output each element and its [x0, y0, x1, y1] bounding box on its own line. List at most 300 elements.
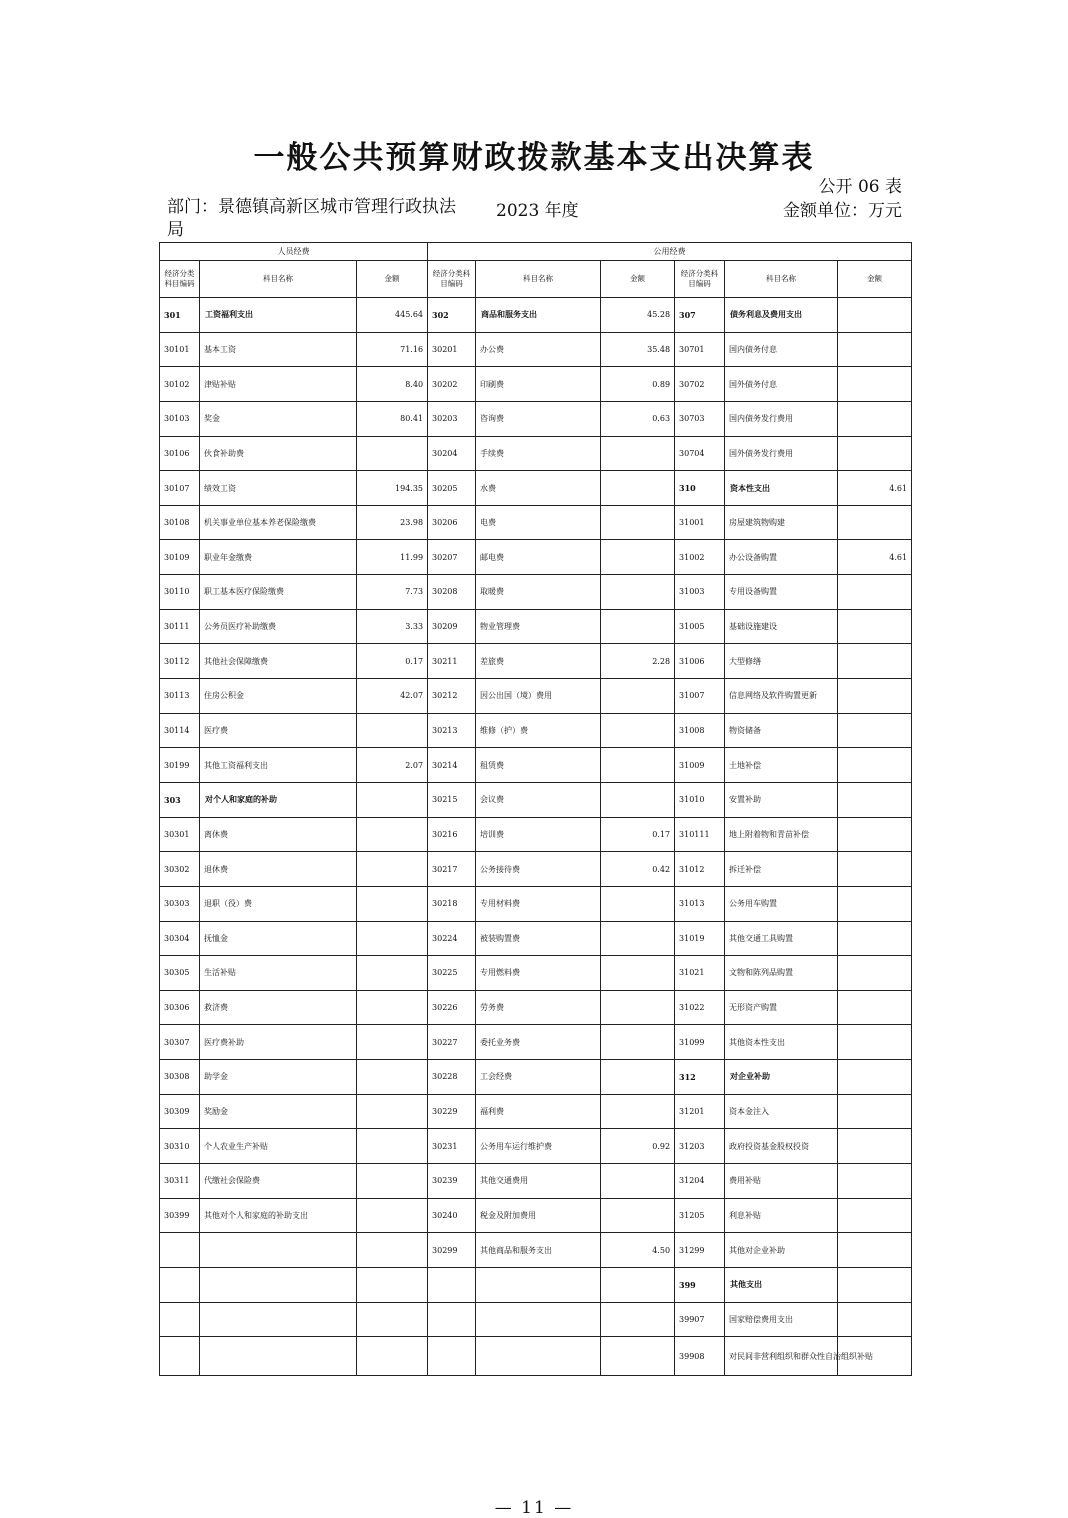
expenditure-table — [159, 242, 912, 1376]
amount-cell — [357, 817, 428, 852]
code-cell: 30206 — [428, 505, 476, 540]
code-cell: 30308 — [160, 1060, 200, 1095]
code-cell: 399 — [675, 1267, 725, 1302]
header-name: 科目名称 — [725, 261, 838, 298]
name-cell: 其他社会保障缴费 — [200, 644, 357, 679]
name-cell: 取暖费 — [476, 575, 601, 610]
amount-cell — [838, 1198, 912, 1233]
amount-cell — [357, 921, 428, 956]
code-cell: 30703 — [675, 401, 725, 436]
table-row — [160, 817, 912, 852]
amount-cell — [357, 1129, 428, 1164]
name-cell: 水费 — [476, 471, 601, 506]
name-cell: 个人农业生产补贴 — [200, 1129, 357, 1164]
amount-cell: 2.07 — [357, 748, 428, 783]
header-code: 经济分类科目编码 — [428, 261, 476, 298]
amount-cell — [601, 679, 675, 714]
amount-cell — [357, 852, 428, 887]
amount-cell: 194.35 — [357, 471, 428, 506]
name-cell: 退职（役）费 — [200, 886, 357, 921]
name-cell: 医疗费 — [200, 713, 357, 748]
name-cell: 无形资产购置 — [725, 990, 838, 1025]
code-cell — [160, 1233, 200, 1268]
name-cell: 电费 — [476, 505, 601, 540]
code-cell: 30310 — [160, 1129, 200, 1164]
code-cell: 30224 — [428, 921, 476, 956]
name-cell: 差旅费 — [476, 644, 601, 679]
code-cell: 30109 — [160, 540, 200, 575]
amount-cell — [357, 1164, 428, 1199]
name-cell: 助学金 — [200, 1060, 357, 1095]
name-cell: 职业年金缴费 — [200, 540, 357, 575]
code-cell: 310111 — [675, 817, 725, 852]
code-cell: 31003 — [675, 575, 725, 610]
name-cell: 资本金注入 — [725, 1094, 838, 1129]
table-row — [160, 1302, 912, 1337]
amount-cell — [838, 1129, 912, 1164]
table-row — [160, 886, 912, 921]
name-cell — [200, 1302, 357, 1337]
code-cell: 30228 — [428, 1060, 476, 1095]
name-cell: 拆迁补偿 — [725, 852, 838, 887]
code-cell: 301 — [160, 298, 200, 333]
table-row — [160, 540, 912, 575]
header-code: 经济分类科目编码 — [675, 261, 725, 298]
amount-cell — [838, 1094, 912, 1129]
code-cell: 30103 — [160, 401, 200, 436]
name-cell: 商品和服务支出 — [476, 298, 601, 333]
name-cell: 生活补贴 — [200, 956, 357, 991]
table-row — [160, 436, 912, 471]
code-cell: 30101 — [160, 332, 200, 367]
header-amount: 金额 — [601, 261, 675, 298]
code-cell — [428, 1267, 476, 1302]
code-cell: 30227 — [428, 1025, 476, 1060]
table-row — [160, 644, 912, 679]
code-cell: 30701 — [675, 332, 725, 367]
header-name: 科目名称 — [200, 261, 357, 298]
name-cell: 税金及附加费用 — [476, 1198, 601, 1233]
amount-cell — [601, 886, 675, 921]
amount-cell — [838, 748, 912, 783]
name-cell: 公务用车购置 — [725, 886, 838, 921]
code-cell: 302 — [428, 298, 476, 333]
name-cell: 机关事业单位基本养老保险缴费 — [200, 505, 357, 540]
name-cell: 绩效工资 — [200, 471, 357, 506]
code-cell: 30207 — [428, 540, 476, 575]
code-cell: 31006 — [675, 644, 725, 679]
name-cell: 奖励金 — [200, 1094, 357, 1129]
code-cell: 303 — [160, 782, 200, 817]
name-cell: 国外债务发行费用 — [725, 436, 838, 471]
code-cell: 30110 — [160, 575, 200, 610]
name-cell: 会议费 — [476, 782, 601, 817]
code-cell: 30299 — [428, 1233, 476, 1268]
name-cell: 信息网络及软件购置更新 — [725, 679, 838, 714]
name-cell: 租赁费 — [476, 748, 601, 783]
table-row — [160, 921, 912, 956]
name-cell: 劳务费 — [476, 990, 601, 1025]
amount-cell — [601, 540, 675, 575]
table-row — [160, 298, 912, 333]
amount-cell — [601, 1198, 675, 1233]
name-cell: 安置补助 — [725, 782, 838, 817]
amount-cell — [838, 1267, 912, 1302]
amount-cell — [357, 886, 428, 921]
table-row — [160, 782, 912, 817]
name-cell: 津贴补贴 — [200, 367, 357, 402]
code-cell: 30301 — [160, 817, 200, 852]
name-cell: 公务接待费 — [476, 852, 601, 887]
code-cell: 31201 — [675, 1094, 725, 1129]
page-number: — 11 — — [494, 1498, 574, 1518]
amount-cell: 4.50 — [601, 1233, 675, 1268]
amount-cell: 4.61 — [838, 471, 912, 506]
code-cell: 30303 — [160, 886, 200, 921]
code-cell: 30202 — [428, 367, 476, 402]
code-cell: 30204 — [428, 436, 476, 471]
name-cell: 邮电费 — [476, 540, 601, 575]
name-cell — [200, 1233, 357, 1268]
code-cell: 30704 — [675, 436, 725, 471]
name-cell: 委托业务费 — [476, 1025, 601, 1060]
amount-cell: 7.73 — [357, 575, 428, 610]
amount-cell — [601, 782, 675, 817]
code-cell: 31009 — [675, 748, 725, 783]
code-cell: 30217 — [428, 852, 476, 887]
name-cell: 职工基本医疗保险缴费 — [200, 575, 357, 610]
code-cell: 39907 — [675, 1302, 725, 1337]
code-cell: 307 — [675, 298, 725, 333]
fiscal-year: 2023 年度 — [496, 201, 579, 221]
name-cell: 福利费 — [476, 1094, 601, 1129]
code-cell: 31021 — [675, 956, 725, 991]
code-cell: 30111 — [160, 609, 200, 644]
name-cell: 印刷费 — [476, 367, 601, 402]
amount-cell — [357, 1302, 428, 1337]
name-cell: 基本工资 — [200, 332, 357, 367]
amount-cell — [357, 436, 428, 471]
code-cell: 30213 — [428, 713, 476, 748]
amount-unit: 金额单位：万元 — [783, 201, 902, 221]
name-cell: 对个人和家庭的补助 — [200, 782, 357, 817]
code-cell: 31001 — [675, 505, 725, 540]
table-row — [160, 575, 912, 610]
code-cell: 30311 — [160, 1164, 200, 1199]
amount-cell — [601, 436, 675, 471]
table-row — [160, 679, 912, 714]
table-row — [160, 1129, 912, 1164]
table-row — [160, 1198, 912, 1233]
name-cell: 办公设备购置 — [725, 540, 838, 575]
code-cell: 30112 — [160, 644, 200, 679]
amount-cell — [357, 713, 428, 748]
code-cell: 30226 — [428, 990, 476, 1025]
header-code: 经济分类科目编码 — [160, 261, 200, 298]
amount-cell: 3.33 — [357, 609, 428, 644]
code-cell: 30205 — [428, 471, 476, 506]
code-cell: 30214 — [428, 748, 476, 783]
amount-cell — [838, 782, 912, 817]
amount-cell: 0.42 — [601, 852, 675, 887]
name-cell: 其他支出 — [725, 1267, 838, 1302]
page-title: 一般公共预算财政拨款基本支出决算表 — [253, 140, 815, 176]
amount-cell — [357, 1025, 428, 1060]
name-cell: 资本性支出 — [725, 471, 838, 506]
name-cell — [476, 1267, 601, 1302]
amount-cell — [838, 679, 912, 714]
name-cell: 专用材料费 — [476, 886, 601, 921]
amount-cell: 0.17 — [357, 644, 428, 679]
code-cell: 31204 — [675, 1164, 725, 1199]
amount-cell: 0.63 — [601, 401, 675, 436]
code-cell: 30302 — [160, 852, 200, 887]
amount-cell: 45.28 — [601, 298, 675, 333]
name-cell: 大型修缮 — [725, 644, 838, 679]
table-row — [160, 609, 912, 644]
name-cell: 国内债务付息 — [725, 332, 838, 367]
name-cell: 因公出国（境）费用 — [476, 679, 601, 714]
code-cell: 31005 — [675, 609, 725, 644]
amount-cell — [601, 1094, 675, 1129]
header-amount: 金额 — [838, 261, 912, 298]
code-cell: 30306 — [160, 990, 200, 1025]
amount-cell — [838, 1060, 912, 1095]
table-row — [160, 1233, 912, 1268]
name-cell: 国家赔偿费用支出 — [725, 1302, 838, 1337]
amount-cell — [601, 1164, 675, 1199]
amount-cell — [838, 1164, 912, 1199]
code-cell: 30114 — [160, 713, 200, 748]
amount-cell — [838, 921, 912, 956]
name-cell: 债务利息及费用支出 — [725, 298, 838, 333]
code-cell: 312 — [675, 1060, 725, 1095]
code-cell: 31022 — [675, 990, 725, 1025]
name-cell: 基础设施建设 — [725, 609, 838, 644]
code-cell: 31010 — [675, 782, 725, 817]
code-cell: 31008 — [675, 713, 725, 748]
table-row — [160, 852, 912, 887]
name-cell: 对企业补助 — [725, 1060, 838, 1095]
code-cell: 30309 — [160, 1094, 200, 1129]
table-row — [160, 1337, 912, 1376]
name-cell: 咨询费 — [476, 401, 601, 436]
table-row — [160, 505, 912, 540]
code-cell: 31012 — [675, 852, 725, 887]
code-cell — [428, 1302, 476, 1337]
amount-cell — [357, 1337, 428, 1376]
amount-cell: 35.48 — [601, 332, 675, 367]
amount-cell — [601, 1302, 675, 1337]
amount-cell — [838, 990, 912, 1025]
amount-cell — [601, 748, 675, 783]
name-cell: 利息补贴 — [725, 1198, 838, 1233]
table-body — [160, 298, 912, 1376]
name-cell: 土地补偿 — [725, 748, 838, 783]
code-cell: 30229 — [428, 1094, 476, 1129]
table-row — [160, 471, 912, 506]
amount-cell — [838, 298, 912, 333]
name-cell: 抚恤金 — [200, 921, 357, 956]
name-cell: 专用设备购置 — [725, 575, 838, 610]
amount-cell: 23.98 — [357, 505, 428, 540]
name-cell: 房屋建筑物购建 — [725, 505, 838, 540]
name-cell: 手续费 — [476, 436, 601, 471]
amount-cell: 445.64 — [357, 298, 428, 333]
amount-cell: 71.16 — [357, 332, 428, 367]
amount-cell — [838, 1302, 912, 1337]
code-cell: 30107 — [160, 471, 200, 506]
table-row — [160, 748, 912, 783]
name-cell: 医疗费补助 — [200, 1025, 357, 1060]
code-cell: 30702 — [675, 367, 725, 402]
amount-cell — [838, 956, 912, 991]
amount-cell — [357, 990, 428, 1025]
name-cell: 退休费 — [200, 852, 357, 887]
amount-cell — [601, 505, 675, 540]
amount-cell: 8.40 — [357, 367, 428, 402]
amount-cell — [838, 644, 912, 679]
code-cell: 310 — [675, 471, 725, 506]
code-cell: 31002 — [675, 540, 725, 575]
amount-cell: 80.41 — [357, 401, 428, 436]
table-row — [160, 1025, 912, 1060]
name-cell — [476, 1302, 601, 1337]
code-cell: 31205 — [675, 1198, 725, 1233]
name-cell: 伙食补助费 — [200, 436, 357, 471]
amount-cell — [601, 1060, 675, 1095]
name-cell: 国外债务付息 — [725, 367, 838, 402]
amount-cell — [838, 505, 912, 540]
header-amount: 金额 — [357, 261, 428, 298]
code-cell: 30307 — [160, 1025, 200, 1060]
name-cell: 费用补贴 — [725, 1164, 838, 1199]
name-cell: 救济费 — [200, 990, 357, 1025]
code-cell: 30102 — [160, 367, 200, 402]
code-cell: 30113 — [160, 679, 200, 714]
code-cell: 30304 — [160, 921, 200, 956]
group-header-personnel: 人员经费 — [160, 243, 428, 261]
group-header-row — [160, 243, 912, 261]
table-row — [160, 1164, 912, 1199]
code-cell — [428, 1337, 476, 1376]
amount-cell — [838, 817, 912, 852]
amount-cell — [601, 956, 675, 991]
table-number: 公开 06 表 — [818, 177, 902, 197]
code-cell — [160, 1337, 200, 1376]
amount-cell — [838, 713, 912, 748]
code-cell: 30240 — [428, 1198, 476, 1233]
name-cell: 奖金 — [200, 401, 357, 436]
name-cell: 物业管理费 — [476, 609, 601, 644]
amount-cell: 4.61 — [838, 540, 912, 575]
code-cell: 30215 — [428, 782, 476, 817]
amount-cell — [838, 886, 912, 921]
code-cell: 30199 — [160, 748, 200, 783]
amount-cell — [601, 575, 675, 610]
name-cell: 被装购置费 — [476, 921, 601, 956]
name-cell: 办公费 — [476, 332, 601, 367]
amount-cell: 0.89 — [601, 367, 675, 402]
code-cell: 30216 — [428, 817, 476, 852]
table-row — [160, 990, 912, 1025]
code-cell: 30209 — [428, 609, 476, 644]
name-cell: 公务用车运行维护费 — [476, 1129, 601, 1164]
name-cell: 离休费 — [200, 817, 357, 852]
table-row — [160, 367, 912, 402]
code-cell: 30399 — [160, 1198, 200, 1233]
code-cell: 31299 — [675, 1233, 725, 1268]
amount-cell: 0.17 — [601, 817, 675, 852]
name-cell: 代缴社会保险费 — [200, 1164, 357, 1199]
amount-cell: 2.28 — [601, 644, 675, 679]
name-cell: 培训费 — [476, 817, 601, 852]
amount-cell — [838, 852, 912, 887]
amount-cell: 0.92 — [601, 1129, 675, 1164]
amount-cell — [357, 782, 428, 817]
table-row — [160, 713, 912, 748]
amount-cell — [601, 713, 675, 748]
amount-cell — [838, 1233, 912, 1268]
amount-cell — [357, 956, 428, 991]
table-row — [160, 1060, 912, 1095]
code-cell: 30106 — [160, 436, 200, 471]
name-cell: 公务员医疗补助缴费 — [200, 609, 357, 644]
code-cell — [160, 1267, 200, 1302]
amount-cell: 11.99 — [357, 540, 428, 575]
name-cell: 其他工资福利支出 — [200, 748, 357, 783]
table-row — [160, 956, 912, 991]
amount-cell — [357, 1233, 428, 1268]
name-cell: 文物和陈列品购置 — [725, 956, 838, 991]
amount-cell — [357, 1198, 428, 1233]
name-cell: 其他对个人和家庭的补助支出 — [200, 1198, 357, 1233]
amount-cell — [601, 1025, 675, 1060]
name-cell: 政府投资基金股权投资 — [725, 1129, 838, 1164]
amount-cell — [357, 1094, 428, 1129]
amount-cell — [838, 609, 912, 644]
amount-cell — [601, 471, 675, 506]
code-cell: 30211 — [428, 644, 476, 679]
name-cell: 国内债务发行费用 — [725, 401, 838, 436]
amount-cell — [357, 1267, 428, 1302]
code-cell: 31099 — [675, 1025, 725, 1060]
code-cell: 30218 — [428, 886, 476, 921]
amount-cell — [357, 1060, 428, 1095]
code-cell: 30305 — [160, 956, 200, 991]
code-cell: 31203 — [675, 1129, 725, 1164]
amount-cell — [838, 1025, 912, 1060]
name-cell — [200, 1337, 357, 1376]
amount-cell — [838, 332, 912, 367]
name-cell: 工资福利支出 — [200, 298, 357, 333]
code-cell: 39908 — [675, 1337, 725, 1376]
code-cell — [160, 1302, 200, 1337]
code-cell: 30239 — [428, 1164, 476, 1199]
table-row — [160, 332, 912, 367]
group-header-public: 公用经费 — [428, 243, 912, 261]
name-cell — [200, 1267, 357, 1302]
code-cell: 30231 — [428, 1129, 476, 1164]
name-cell: 其他资本性支出 — [725, 1025, 838, 1060]
name-cell: 其他交通工具购置 — [725, 921, 838, 956]
column-header-row — [160, 261, 912, 298]
header-name: 科目名称 — [476, 261, 601, 298]
name-cell: 其他对企业补助 — [725, 1233, 838, 1268]
amount-cell — [838, 575, 912, 610]
name-cell: 住房公积金 — [200, 679, 357, 714]
code-cell: 31019 — [675, 921, 725, 956]
